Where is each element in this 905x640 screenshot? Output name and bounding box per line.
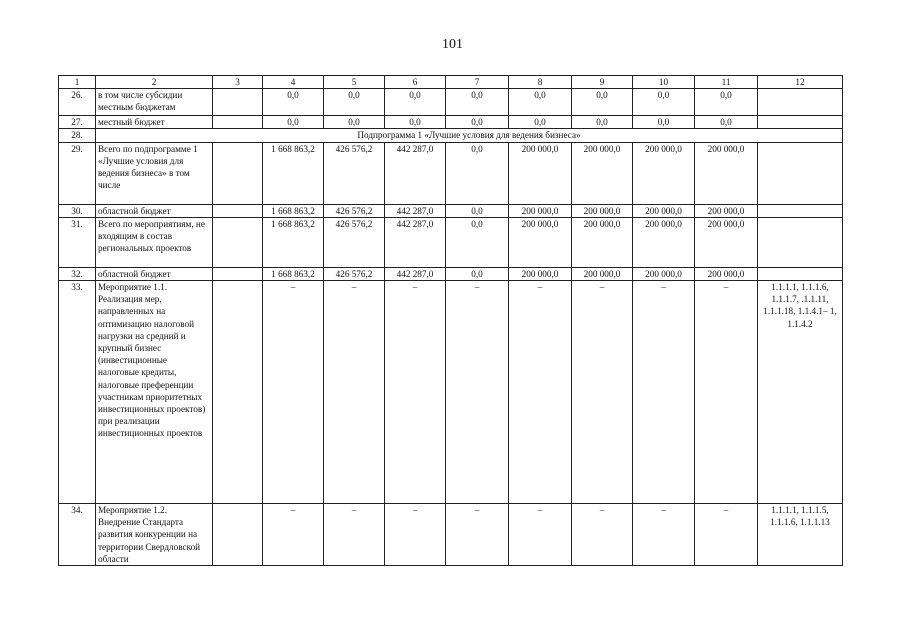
row-name: Всего по мероприятиям, не входящим в состав региональных проектов — [96, 217, 213, 267]
value-cell: 200 000,0 — [509, 204, 572, 217]
value-cell: 200 000,0 — [695, 204, 758, 217]
row-name: областной бюджет — [96, 204, 213, 217]
value-cell: – — [633, 281, 695, 504]
value-cell: 0,0 — [446, 142, 509, 204]
value-cell: 200 000,0 — [572, 142, 633, 204]
value-cell: 200 000,0 — [509, 217, 572, 267]
target-ref-cell: 1.1.1.1, 1.1.1.6, 1.1.1.7, .1.1.11, 1.1.1.18, 1.1.4.1– 1, 1.1.4.2 — [758, 281, 843, 504]
value-cell: 200 000,0 — [695, 217, 758, 267]
empty-cell — [213, 217, 263, 267]
row-number: 32. — [59, 267, 96, 280]
value-cell: 0,0 — [385, 89, 446, 116]
value-cell: – — [324, 281, 385, 504]
value-cell: 200 000,0 — [633, 204, 695, 217]
value-cell: 0,0 — [572, 89, 633, 116]
value-cell: 0,0 — [446, 267, 509, 280]
column-header: 6 — [385, 76, 446, 89]
target-ref-cell — [758, 142, 843, 204]
row-number: 26. — [59, 89, 96, 116]
value-cell: 1 668 863,2 — [263, 204, 324, 217]
value-cell: 200 000,0 — [633, 267, 695, 280]
value-cell: – — [446, 281, 509, 504]
value-cell: 0,0 — [633, 89, 695, 116]
value-cell: 426 576,2 — [324, 204, 385, 217]
value-cell: – — [633, 504, 695, 566]
value-cell: 200 000,0 — [633, 217, 695, 267]
column-header: 9 — [572, 76, 633, 89]
value-cell: 0,0 — [324, 116, 385, 129]
value-cell: – — [572, 504, 633, 566]
target-ref-cell — [758, 204, 843, 217]
column-header: 4 — [263, 76, 324, 89]
value-cell: 0,0 — [695, 89, 758, 116]
value-cell: – — [263, 504, 324, 566]
value-cell: 442 287,0 — [385, 142, 446, 204]
row-number: 30. — [59, 204, 96, 217]
value-cell: – — [509, 504, 572, 566]
table-row — [59, 267, 843, 280]
column-header: 2 — [96, 76, 213, 89]
value-cell: – — [446, 504, 509, 566]
value-cell: 200 000,0 — [695, 267, 758, 280]
value-cell: 0,0 — [446, 116, 509, 129]
empty-cell — [213, 116, 263, 129]
value-cell: 442 287,0 — [385, 204, 446, 217]
value-cell: 200 000,0 — [572, 267, 633, 280]
row-name: местный бюджет — [96, 116, 213, 129]
table-row — [59, 89, 843, 116]
value-cell: 426 576,2 — [324, 217, 385, 267]
value-cell: 426 576,2 — [324, 142, 385, 204]
target-ref-cell — [758, 116, 843, 129]
value-cell: 0,0 — [446, 204, 509, 217]
value-cell: – — [695, 504, 758, 566]
value-cell: 0,0 — [509, 116, 572, 129]
value-cell: – — [324, 504, 385, 566]
value-cell: 0,0 — [509, 89, 572, 116]
value-cell: – — [263, 281, 324, 504]
row-name: в том числе субсидии местным бюджетам — [96, 89, 213, 116]
value-cell: 0,0 — [263, 116, 324, 129]
value-cell: 200 000,0 — [509, 267, 572, 280]
value-cell: 200 000,0 — [572, 204, 633, 217]
value-cell: 1 668 863,2 — [263, 217, 324, 267]
value-cell: 200 000,0 — [509, 142, 572, 204]
table-row — [59, 142, 843, 204]
value-cell: 0,0 — [446, 89, 509, 116]
empty-cell — [213, 281, 263, 504]
value-cell: 0,0 — [572, 116, 633, 129]
row-name: Всего по подпрограмме 1 «Лучшие условия для ведения бизнеса» в том числе — [96, 142, 213, 204]
value-cell: – — [385, 504, 446, 566]
row-number: 31. — [59, 217, 96, 267]
empty-cell — [213, 204, 263, 217]
target-ref-cell — [758, 267, 843, 280]
table-row — [59, 281, 843, 504]
row-number: 27. — [59, 116, 96, 129]
empty-cell — [213, 267, 263, 280]
column-header: 5 — [324, 76, 385, 89]
column-header: 1 — [59, 76, 96, 89]
row-name: Мероприятие 1.1. Реализация мер, направленных на оптимизацию налоговой нагрузки на средний и крупный бизнес (инвестиционные налоговые кредиты, налоговые преференции участникам приоритетных инвестиционных проектов) при реализации инвестиционных проектов — [96, 281, 213, 504]
row-name: Мероприятие 1.2. Внедрение Стандарта развития конкуренции на территории Свердловской области — [96, 504, 213, 566]
value-cell: 200 000,0 — [572, 217, 633, 267]
value-cell: 442 287,0 — [385, 217, 446, 267]
row-number: 29. — [59, 142, 96, 204]
row-name: областной бюджет — [96, 267, 213, 280]
empty-cell — [213, 504, 263, 566]
table-row — [59, 116, 843, 129]
row-number: 34. — [59, 504, 96, 566]
page-number: 101 — [442, 37, 463, 52]
target-ref-cell — [758, 89, 843, 116]
value-cell: 442 287,0 — [385, 267, 446, 280]
table-header-row — [59, 76, 843, 89]
row-number: 28. — [59, 129, 96, 142]
target-ref-cell: 1.1.1.1, 1.1.1.5, 1.1.1.6, 1.1.1.13 — [758, 504, 843, 566]
column-header: 11 — [695, 76, 758, 89]
value-cell: 426 576,2 — [324, 267, 385, 280]
value-cell: 0,0 — [446, 217, 509, 267]
column-header: 3 — [213, 76, 263, 89]
table-row — [59, 204, 843, 217]
value-cell: 1 668 863,2 — [263, 142, 324, 204]
value-cell: 1 668 863,2 — [263, 267, 324, 280]
column-header: 12 — [758, 76, 843, 89]
value-cell: – — [695, 281, 758, 504]
value-cell: – — [572, 281, 633, 504]
table-row — [59, 504, 843, 566]
value-cell: – — [509, 281, 572, 504]
value-cell: 0,0 — [324, 89, 385, 116]
subprogram-title: Подпрограмма 1 «Лучшие условия для ведения бизнеса» — [96, 129, 843, 142]
column-header: 7 — [446, 76, 509, 89]
value-cell: 200 000,0 — [695, 142, 758, 204]
value-cell: 0,0 — [695, 116, 758, 129]
table-row — [59, 217, 843, 267]
value-cell: 0,0 — [633, 116, 695, 129]
value-cell: 0,0 — [385, 116, 446, 129]
value-cell: 200 000,0 — [633, 142, 695, 204]
column-header: 8 — [509, 76, 572, 89]
budget-table — [58, 75, 843, 566]
empty-cell — [213, 142, 263, 204]
value-cell: – — [385, 281, 446, 504]
column-header: 10 — [633, 76, 695, 89]
row-number: 33. — [59, 281, 96, 504]
empty-cell — [213, 89, 263, 116]
target-ref-cell — [758, 217, 843, 267]
subprogram-title-row — [59, 129, 843, 142]
value-cell: 0,0 — [263, 89, 324, 116]
